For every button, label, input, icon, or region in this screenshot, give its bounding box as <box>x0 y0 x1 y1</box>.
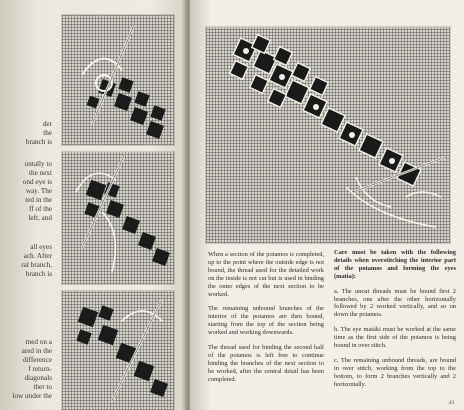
left-page-text-edge <box>0 0 56 410</box>
text-fragment: ontally to <box>24 160 52 168</box>
caption-paragraph: The remaining unbound branches of the interior of the potamos are then bound, starting from the top of the section being worked and working downwards. <box>208 305 324 337</box>
text-fragment: ted in the <box>25 196 52 204</box>
needlework-illustration <box>62 152 174 284</box>
caption-paragraph: a. The uncut threads must be bound first 2 branches, one after the other horizontally followed by 2 worked vertically, and so on down the potamos. <box>334 287 456 319</box>
text-fragment: ther to <box>33 383 52 391</box>
text-fragment: left, and <box>28 214 52 222</box>
caption-column-left <box>208 251 324 391</box>
right-page <box>190 0 464 410</box>
needlework-illustration <box>62 291 174 410</box>
text-fragment: the next <box>29 169 52 177</box>
text-fragment: ach. After <box>23 252 52 260</box>
text-fragment: diagonals <box>24 374 52 382</box>
embroidery-photo-3 <box>62 291 174 410</box>
text-fragment: all eyes <box>30 243 52 251</box>
needlework-illustration <box>206 27 450 243</box>
embroidery-photo-2 <box>62 152 174 284</box>
text-fragment: the <box>43 129 52 137</box>
left-page <box>0 0 186 410</box>
caption-paragraph: b. The eye matáki must be worked at the same time as the first side of the potamos is being bound in over stitch. <box>334 326 456 350</box>
caption-paragraph: When a section of the potamos is completed, up to the point where the outside edge is not bound, the thread used for the detailed work on the inside is not cut but is used in binding the outer edges of the next section to be worked. <box>208 251 324 298</box>
text-fragment: branch is <box>25 270 52 278</box>
caption-paragraph: c. The remaining unbound threads, are bound in over stitch, working from the top to the bottom, to form 2 branches vertically and 2 horizontally. <box>334 356 456 388</box>
text-fragment: f return- <box>28 365 52 373</box>
text-fragment: ared in the <box>21 347 52 355</box>
caption-paragraph: The thread used for binding the second half of the potamos is left free to continue binding the branches of the next section to be worked, after the central detail has been completed. <box>208 344 324 383</box>
embroidery-photo-1 <box>62 15 174 145</box>
text-fragment: ond eye is <box>22 178 52 186</box>
text-fragment: der <box>42 120 52 128</box>
text-fragment: ff of the <box>28 205 52 213</box>
text-fragment: way. The <box>25 187 52 195</box>
embroidery-photo-large <box>206 27 450 243</box>
caption-column-right <box>334 249 456 396</box>
text-fragment: difference <box>23 356 52 364</box>
text-fragment: ral branch, <box>21 261 52 269</box>
caption-heading: Care must be taken with the following details when overstitching the interior part of the potamos and forming the eyes (matia): <box>334 249 456 280</box>
text-fragment: branch is <box>25 138 52 146</box>
page-number: 43 <box>448 400 454 406</box>
text-fragment: low under the <box>12 392 52 400</box>
needlework-illustration <box>62 15 174 145</box>
text-fragment: med on a <box>25 338 52 346</box>
